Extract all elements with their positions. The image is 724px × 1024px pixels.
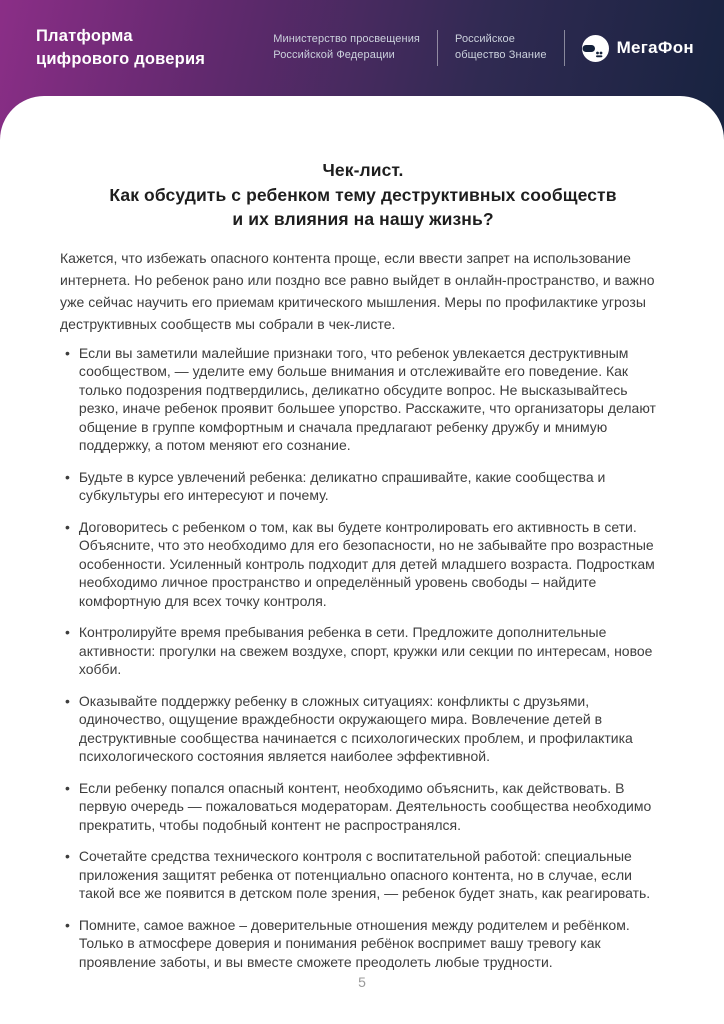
- list-item: [60, 692, 666, 766]
- brand-line-2: цифрового доверия: [36, 50, 206, 68]
- list-item-text: Будьте в курсе увлечений ребенка: деликатно спрашивайте, какие сообщества и субкультуры его интересуют и почему.: [78, 468, 606, 503]
- header-divider: [564, 30, 565, 66]
- list-item-text: Договоритесь с ребенком о том, как вы будете контролировать его активность в сети. Объясните, что это необходимо для его безопасности, но не забывайте про возрастные особенности. Усиленный контроль подходит для детей младшего возраста. Подросткам необходимо личное пространство и определённый уровень свободы – найдите комфортную для всех точку контроля.: [78, 518, 655, 609]
- list-item: [60, 779, 666, 835]
- list-item-text: Если вы заметили малейшие признаки того, что ребенок увлекается деструктивным сообществом, — уделите ему больше внимания и отслеживайте его поведение. Как только подозрения подтвердились, деликатно обсудите вопрос. Не высказывайтесь резко, иначе ребенок проявит большее упорство. Расскажите, что организаторы делают общение в группе комфортным и сначала предлагают ребенку дружбу и мнимую поддержку, а потом меняют его сознание.: [78, 344, 656, 453]
- bullet-marker: •: [65, 916, 70, 933]
- document-card: [0, 96, 724, 1024]
- list-item-text: Сочетайте средства технического контроля с воспитательной работой: специальные приложения защитят ребенка от потенциально опасного контента, но в случае, если такой все же появится в детском поле зрения, — ребенок будет знать, как реагировать.: [78, 848, 651, 901]
- megafon-logo-icon: [582, 35, 609, 62]
- partner-ministry-line-2: Российской Федерации: [273, 49, 395, 61]
- bullet-marker: •: [65, 624, 70, 640]
- partner-znanie-line-1: Российское: [455, 33, 515, 46]
- bullet-marker: •: [65, 692, 70, 709]
- bullet-marker: •: [65, 468, 70, 485]
- list-item-text: Контролируйте время пребывания ребенка в сети. Предложите дополнительные активности: прогулки на свежем воздухе, спорт, кружки или секции по интересам, новое хобби.: [78, 624, 653, 677]
- partner-znanie-line-2: общество Знание: [455, 49, 547, 61]
- page-title: [60, 158, 666, 232]
- list-item: [60, 468, 666, 505]
- bullet-marker: •: [65, 848, 70, 864]
- page-number: 5: [358, 974, 366, 990]
- bullet-marker: •: [65, 518, 70, 535]
- list-item: [60, 847, 666, 903]
- partner-ministry: [273, 32, 420, 64]
- page-title-line-2: Как обсудить с ребенком тему деструктивных сообществ: [109, 184, 617, 205]
- list-item: [60, 916, 666, 972]
- bullet-marker: •: [65, 779, 70, 796]
- list-item: [60, 344, 666, 455]
- platform-brand-title: [36, 25, 205, 71]
- list-item-text: Если ребенку попался опасный контент, необходимо объяснить, как действовать. В первую очередь — пожаловаться модераторам. Деятельность сообщества необходимо прекратить, чтобы подобный контент не распространялся.: [78, 779, 652, 833]
- brand-line-1: Платформа: [36, 26, 133, 45]
- header-partner-logos: [273, 30, 694, 66]
- page-title-line-3: и их влияния на нашу жизнь?: [232, 209, 494, 229]
- list-item: [60, 518, 666, 611]
- checklist: [60, 344, 666, 972]
- page-header: [0, 0, 724, 96]
- partner-znanie: [455, 32, 547, 64]
- partner-ministry-line-1: Министерство просвещения: [273, 33, 420, 46]
- list-item-text: Помните, самое важное – доверительные отношения между родителем и ребёнком. Только в атмосфере доверия и понимания ребёнок воспримет вашу тревогу как проявление заботы, и вы вместе сможете преодолеть любые трудности.: [78, 916, 630, 970]
- megafon-logo: [582, 35, 694, 62]
- intro-paragraph: Кажется, что избежать опасного контента проще, если ввести запрет на использование интернета. Но ребенок рано или поздно все равно выйдет в онлайн-пространство, и важно уже сейчас научить его приемам критического мышления. Меры по профилактике угрозы деструктивных сообществ мы собрали в чек-листе.: [60, 249, 655, 332]
- list-item-text: Оказывайте поддержку ребенку в сложных ситуациях: конфликты с друзьями, одиночество, ощущение враждебности окружающего мира. Вовлечение детей в деструктивные сообщества начинается с психологических проблем, и профилактика психологического состояния является наиболее эффективной.: [78, 692, 633, 764]
- page-title-line-1: Чек-лист.: [322, 160, 404, 180]
- megafon-logo-text: МегаФон: [616, 38, 694, 57]
- header-divider: [437, 30, 438, 66]
- bullet-marker: •: [65, 344, 70, 361]
- list-item: [60, 623, 666, 679]
